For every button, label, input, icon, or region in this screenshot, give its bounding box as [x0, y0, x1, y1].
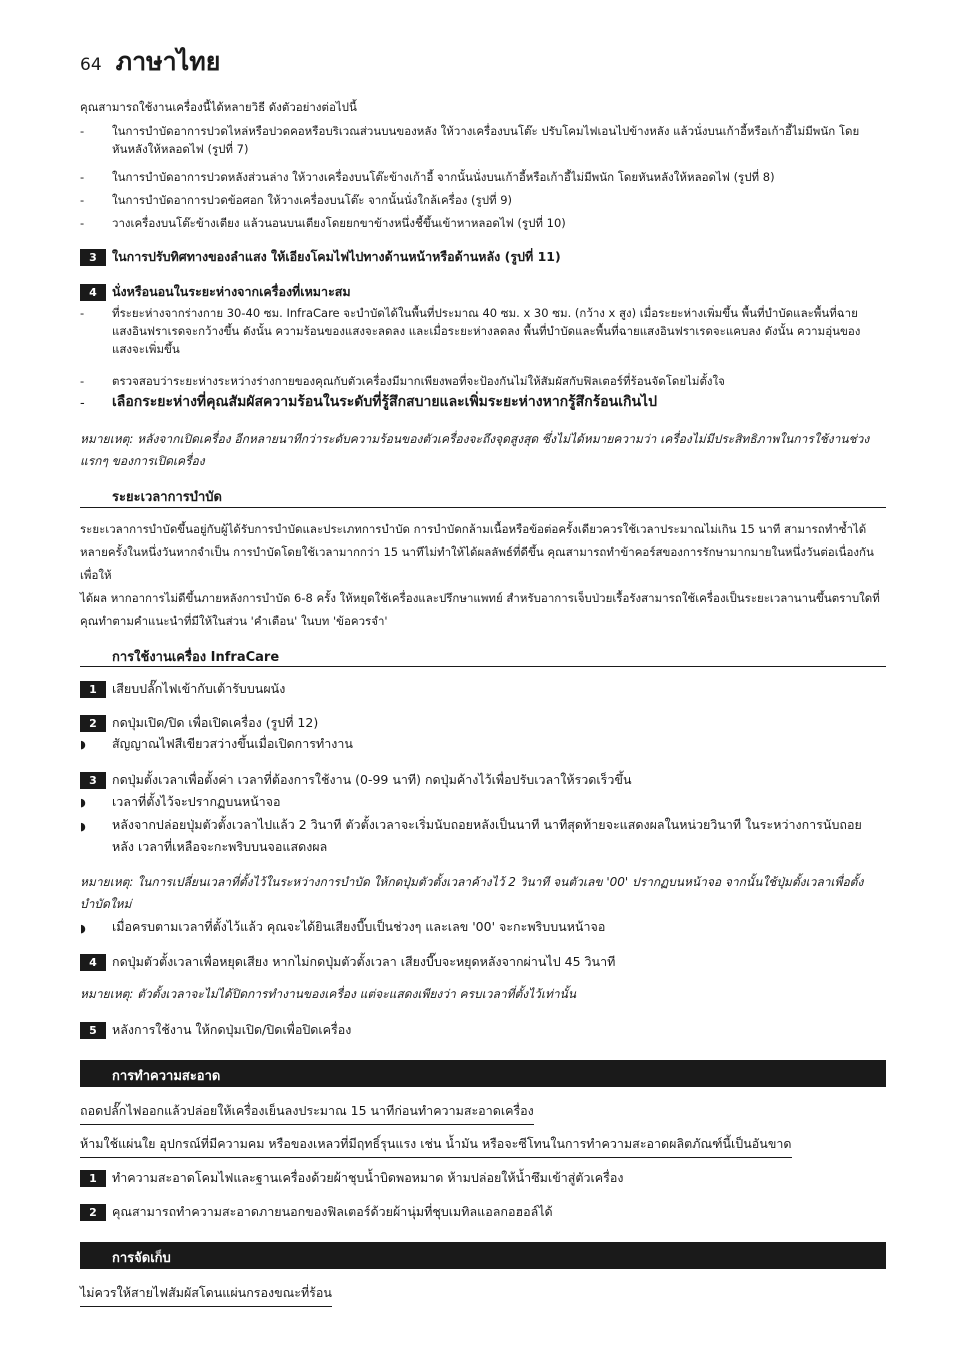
storage-warning: ไม่ควรให้สายไฟสัมผัสโดนแผ่นกรองขณะที่ร้อน — [80, 1283, 332, 1307]
distance-item-2: ตรวจสอบว่าระยะห่างระหว่างร่างกายของคุณกับตัวเครื่องมีมากเพียงพอที่จะป้องกันไม่ให้สัมผัสกับฟิลเตอร์ที่ร้อนจัดโดยไม่ตั้งใจ — [112, 374, 725, 388]
section-heading-usage: การใช้งานเครื่อง InfraCare — [112, 650, 280, 665]
dash-marker: - — [80, 306, 85, 320]
step-number-badge: 2 — [80, 1204, 106, 1221]
bullet-marker: ◗ — [80, 796, 86, 809]
intro-item-3: ในการบำบัดอาการปวดข้อศอก ให้วางเครื่องบนโต๊ะ จากนั้นนั่งใกล้เครื่อง (รูปที่ 9) — [112, 193, 513, 207]
step-text: กดปุ่มเปิด/ปิด เพื่อเปิดเครื่อง (รูปที่ 12) — [112, 715, 319, 730]
step-text: ในการปรับทิศทางของลำแสง ให้เอียงโคมไฟไปทางด้านหน้าหรือด้านหลัง (รูปที่ 11) — [112, 249, 561, 264]
bullet-marker: ◗ — [80, 820, 86, 833]
step-number-badge: 3 — [80, 772, 106, 789]
step-text: เสียบปลั๊กไฟเข้ากับเต้ารับบนผนัง — [112, 681, 286, 696]
note-timer: หมายเหตุ: ตัวตั้งเวลาจะไม่ได้ปิดการทำงานของเครื่อง แต่จะแสดงเพียงว่า ครบเวลาที่ตั้งไว้เท่านั้น — [80, 987, 577, 1001]
intro-item-1: ในการบำบัดอาการปวดไหล่หรือปวดคอหรือบริเวณส่วนบนของหลัง ให้วางเครื่องบนโต๊ะ ปรับโคมไฟเอนไปข้างหลัง แล้วนั่งบนเก้าอี้หรือเก้าอี้ไม่มีพนัก โดยหันหลังให้หลอดไฟ (รูปที่ 7) — [112, 124, 860, 156]
step-number-badge: 3 — [80, 249, 106, 266]
dash-marker: - — [80, 216, 85, 230]
usage-step-3-bullet-2: หลังจากปล่อยปุ่มตัวตั้งเวลาไปแล้ว 2 วินาที ตัวตั้งเวลาจะเริ่มนับถอยหลังเป็นนาที นาทีสุดท้ายจะแสดงผลในหน่วยวินาที ในระหว่างการนับถอยหลัง เวลาที่เหลือจะกะพริบบนจอแสดงผล — [112, 817, 862, 854]
note-change-time: หมายเหตุ: ในการเปลี่ยนเวลาที่ตั้งไว้ในระหว่างการบำบัด ให้กดปุ่มตัวตั้งเวลาค้างไว้ 2 วินาที จนตัวเลข '00' ปรากฏบนหน้าจอ จากนั้นใช้ปุ่มตั้งเวลาเพื่อตั้งบำบัดใหม่ — [80, 875, 864, 911]
duration-paragraph-2: ได้ผล หากอาการไม่ดีขึ้นภายหลังการบำบัด 6-8 ครั้ง ให้หยุดใช้เครื่องและปรึกษาแพทย์ สำหรับอาการเจ็บป่วยเรื้อรังสามารถใช้เครื่องเป็นระยะเวลานานขึ้นตราบใดที่คุณทำตามคำแนะนำที่มีให้ในส่วน 'คำเตือน' ในบท 'ข้อควรจำ' — [80, 591, 880, 628]
step-number-badge: 4 — [80, 284, 106, 301]
section-heading-storage: การจัดเก็บ — [112, 1251, 171, 1266]
step-text: ทำความสะอาดโคมไฟและฐานเครื่องด้วยผ้าชุบน้ำบิดพอหมาด ห้ามปล่อยให้น้ำซึมเข้าสู่ตัวเครื่อง — [112, 1170, 624, 1185]
step-number-badge: 5 — [80, 1022, 106, 1039]
intro-item-4: วางเครื่องบนโต๊ะข้างเตียง แล้วนอนบนเตียงโดยยกขาข้างหนึ่งชี้ขึ้นเข้าหาหลอดไฟ (รูปที่ 10) — [112, 216, 566, 230]
usage-step-3 — [80, 770, 632, 790]
step-text: คุณสามารถทำความสะอาดภายนอกของฟิลเตอร์ด้วยผ้านุ่มที่ชุบเมทิลแอลกอฮอล์ได้ — [112, 1204, 553, 1219]
distance-emphasis: เลือกระยะห่างที่คุณสัมผัสความร้อนในระดับที่รู้สึกสบายและเพิ่มระยะห่างหากรู้สึกร้อนเกินไป — [112, 394, 657, 410]
section-divider — [80, 666, 886, 667]
step-adjust-angle — [80, 247, 561, 267]
distance-item-1: ที่ระยะห่างจากร่างกาย 30-40 ซม. InfraCare จะบำบัดได้ในพื้นที่ประมาณ 40 ซม. x 30 ซม. (กว้าง x สูง) เมื่อระยะห่างเพิ่มขึ้น พื้นที่บำบัดและพื้นที่ฉายแสงอินฟราเรดจะกว้างขึ้น ดังนั้น ความร้อนของแสงจะลดลง และเมื่อระยะห่างลดลง พื้นที่บำบัดและพื้นที่ฉายแสงอินฟราเรดจะแคบลง ดังนั้น ความอุ่นของแสงจะเพิ่มขึ้น — [112, 306, 861, 356]
step-number-badge: 4 — [80, 954, 106, 971]
cleaning-step-2 — [80, 1202, 553, 1222]
note-warmup: หมายเหตุ: หลังจากเปิดเครื่อง อีกหลายนาทีกว่าระดับความร้อนของตัวเครื่องจะถึงจุดสูงสุด ซึ่งไม่ได้หมายความว่า เครื่องไม่มีประสิทธิภาพในการใช้งานช่วงแรกๆ ของการเปิดเครื่อง — [80, 432, 870, 468]
section-heading-duration: ระยะเวลาการบำบัด — [112, 490, 222, 505]
intro-lead: คุณสามารถใช้งานเครื่องนี้ได้หลายวิธี ดังตัวอย่างต่อไปนี้ — [80, 100, 357, 114]
step-text: นั่งหรือนอนในระยะห่างจากเครื่องที่เหมาะสม — [112, 284, 351, 299]
duration-paragraph-1: ระยะเวลาการบำบัดขึ้นอยู่กับผู้ได้รับการบำบัดและประเภทการบำบัด การบำบัดกล้ามเนื้อหรือข้อต่อครั้งเดียวควรใช้เวลาประมาณไม่เกิน 15 นาที สามารถทำซ้ำได้หลายครั้งในหนึ่งวันหากจำเป็น การบำบัดโดยใช้เวลามากกว่า 15 นาทีไม่ทำให้ได้ผลลัพธ์ที่ดีขึ้น คุณสามารถทำข้าคอร์สของการรักษามากมายในหนึ่งวันต่อเนื่องกันเพื่อให้ — [80, 522, 874, 582]
page-number: 64 — [80, 55, 102, 75]
bullet-marker: ◗ — [80, 922, 86, 935]
page-title: ภาษาไทย — [115, 47, 221, 76]
usage-step-5 — [80, 1020, 351, 1040]
dash-marker: - — [80, 124, 85, 138]
step-number-badge: 1 — [80, 1170, 106, 1187]
dash-marker: - — [80, 170, 85, 184]
page-header — [80, 42, 220, 82]
dash-marker: - — [80, 396, 85, 411]
step-text: กดปุ่มตัวตั้งเวลาเพื่อหยุดเสียง หากไม่กดปุ่มตัวตั้งเวลา เสียงบี๊บจะหยุดหลังจากผ่านไป 45 วินาที — [112, 954, 616, 969]
section-bar-storage — [80, 1242, 886, 1269]
cleaning-step-1 — [80, 1168, 623, 1188]
step-distance — [80, 282, 351, 302]
section-bar-cleaning — [80, 1060, 886, 1087]
usage-beep-bullet: เมื่อครบตามเวลาที่ตั้งไว้แล้ว คุณจะได้ยินเสียงบี๊บเป็นช่วงๆ และเลข '00' จะกะพริบบนหน้าจอ — [112, 919, 606, 934]
dash-marker: - — [80, 374, 85, 388]
step-number-badge: 2 — [80, 715, 106, 732]
usage-step-1 — [80, 679, 285, 699]
usage-step-2-bullet: สัญญาณไฟสีเขียวสว่างขึ้นเมื่อเปิดการทำงาน — [112, 736, 353, 751]
step-number-badge: 1 — [80, 681, 106, 698]
step-text: กดปุ่มตั้งเวลาเพื่อตั้งค่า เวลาที่ต้องการใช้งาน (0-99 นาที) กดปุ่มค้างไว้เพื่อปรับเวลาให้รวดเร็วขึ้น — [112, 772, 632, 787]
cleaning-warning-2: ห้ามใช้แผ่นใย อุปกรณ์ที่มีความคม หรือของเหลวที่มีฤทธิ์รุนแรง เช่น น้ำมัน หรือจะซีโทนในการทำความสะอาดผลิตภัณฑ์นี้เป็นอันขาด — [80, 1134, 792, 1158]
dash-marker: - — [80, 193, 85, 207]
bullet-marker: ◗ — [80, 738, 86, 751]
cleaning-warning-1: ถอดปลั๊กไฟออกแล้วปล่อยให้เครื่องเย็นลงประมาณ 15 นาทีก่อนทำความสะอาดเครื่อง — [80, 1101, 534, 1125]
intro-item-2: ในการบำบัดอาการปวดหลังส่วนล่าง ให้วางเครื่องบนโต๊ะข้างเก้าอี้ จากนั้นนั่งบนเก้าอี้หรือเก้าอี้ไม่มีพนัก โดยหันหลังให้หลอดไฟ (รูปที่ 8) — [112, 170, 775, 184]
usage-step-2 — [80, 713, 318, 733]
usage-step-3-bullet-1: เวลาที่ตั้งไว้จะปรากฏบนหน้าจอ — [112, 794, 281, 809]
usage-step-4 — [80, 952, 615, 972]
step-text: หลังการใช้งาน ให้กดปุ่มเปิด/ปิดเพื่อปิดเครื่อง — [112, 1022, 352, 1037]
section-heading-cleaning: การทำความสะอาด — [112, 1069, 221, 1084]
section-divider — [80, 507, 886, 508]
